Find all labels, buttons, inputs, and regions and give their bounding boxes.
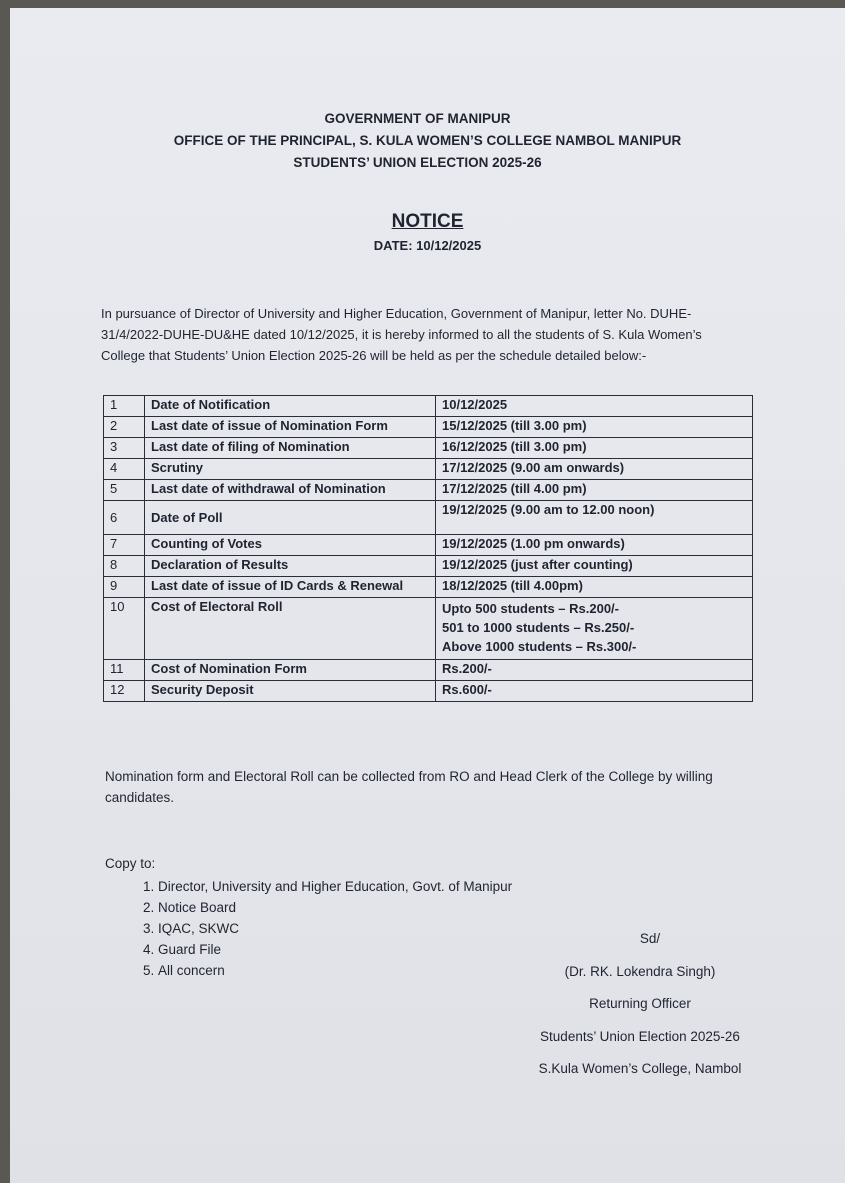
electoral-roll-rate: 501 to 1000 students – Rs.250/- [442,620,635,635]
row-item: Last date of filing of Nomination [145,438,436,459]
table-row [104,459,753,480]
list-item: 3. IQAC, SKWC [158,918,512,939]
header-office: OFFICE OF THE PRINCIPAL, S. KULA WOMEN’S COLLEGE NAMBOL MANIPUR [173,133,682,148]
row-value: Rs.200/- [436,660,753,681]
list-item: 2. Notice Board [158,897,512,918]
row-number: 5 [104,480,145,501]
header-government: GOVERNMENT OF MANIPUR [324,111,511,126]
row-number: 12 [104,681,145,702]
row-number: 8 [104,556,145,577]
table-row [104,660,753,681]
table-row [104,577,753,598]
table-row [104,396,753,417]
notice-title: NOTICE [391,211,464,232]
row-item: Security Deposit [145,681,436,702]
list-item: 4. Guard File [158,939,512,960]
row-value: 15/12/2025 (till 3.00 pm) [436,417,753,438]
signatory-designation: Returning Officer [589,996,691,1011]
row-number: 6 [104,501,145,535]
row-item: Date of Poll [145,501,436,535]
row-value: 10/12/2025 [436,396,753,417]
row-number: 9 [104,577,145,598]
row-value: 19/12/2025 (9.00 am to 12.00 noon) [436,501,753,535]
letterhead [10,108,845,174]
table-row [104,598,753,660]
row-item: Cost of Electoral Roll [145,598,436,660]
electoral-roll-rate: Upto 500 students – Rs.200/- [442,601,619,616]
row-number: 1 [104,396,145,417]
table-row [104,501,753,535]
row-item: Last date of withdrawal of Nomination [145,480,436,501]
header-election: STUDENTS’ UNION ELECTION 2025-26 [293,155,542,170]
signatory-college: S.Kula Women’s College, Nambol [538,1061,742,1076]
election-schedule-table [103,395,753,702]
signatory-name: (Dr. RK. Lokendra Singh) [564,963,716,979]
row-item: Last date of issue of Nomination Form [145,417,436,438]
row-item: Counting of Votes [145,535,436,556]
row-value [436,598,753,660]
row-value: 18/12/2025 (till 4.00pm) [436,577,753,598]
table-row [104,535,753,556]
row-item: Declaration of Results [145,556,436,577]
signature-block [510,923,770,1086]
row-item: Last date of issue of ID Cards & Renewal [145,577,436,598]
signature-sd: Sd/ [639,931,661,946]
table-row [104,681,753,702]
signatory-election: Students’ Union Election 2025-26 [540,1028,740,1044]
row-number: 2 [104,417,145,438]
row-item: Cost of Nomination Form [145,660,436,681]
electoral-roll-rate: Above 1000 students – Rs.300/- [442,639,637,654]
intro-paragraph: In pursuance of Director of University and Higher Education, Government of Manipur, letter No. DUHE-31/4/2022-DUHE-DU&HE dated 10/12/2025, it is hereby informed to all the students of S. Kula Women’s College that Students’ Union Election 2025-26 will be held as per the schedule detailed below:- [101,306,702,363]
row-value: 19/12/2025 (just after counting) [436,556,753,577]
table-row [104,417,753,438]
notice-date: DATE: 10/12/2025 [373,238,482,253]
row-item: Date of Notification [145,396,436,417]
collection-note: Nomination form and Electoral Roll can be collected from RO and Head Clerk of the College by willing candidates. [105,769,713,805]
table-row [104,556,753,577]
notice-page [10,8,845,1183]
row-number: 7 [104,535,145,556]
copy-to-list [130,876,512,981]
row-value: 19/12/2025 (1.00 pm onwards) [436,535,753,556]
list-item: 1. Director, University and Higher Education, Govt. of Manipur [158,876,512,897]
table-row [104,438,753,459]
row-value: 17/12/2025 (9.00 am onwards) [436,459,753,480]
row-number: 11 [104,660,145,681]
copy-to-label: Copy to: [105,856,156,871]
row-number: 4 [104,459,145,480]
row-number: 10 [104,598,145,660]
table-row [104,480,753,501]
row-item: Scrutiny [145,459,436,480]
row-value: 16/12/2025 (till 3.00 pm) [436,438,753,459]
row-value: 17/12/2025 (till 4.00 pm) [436,480,753,501]
list-item: 5. All concern [158,960,512,981]
row-number: 3 [104,438,145,459]
row-value: Rs.600/- [436,681,753,702]
